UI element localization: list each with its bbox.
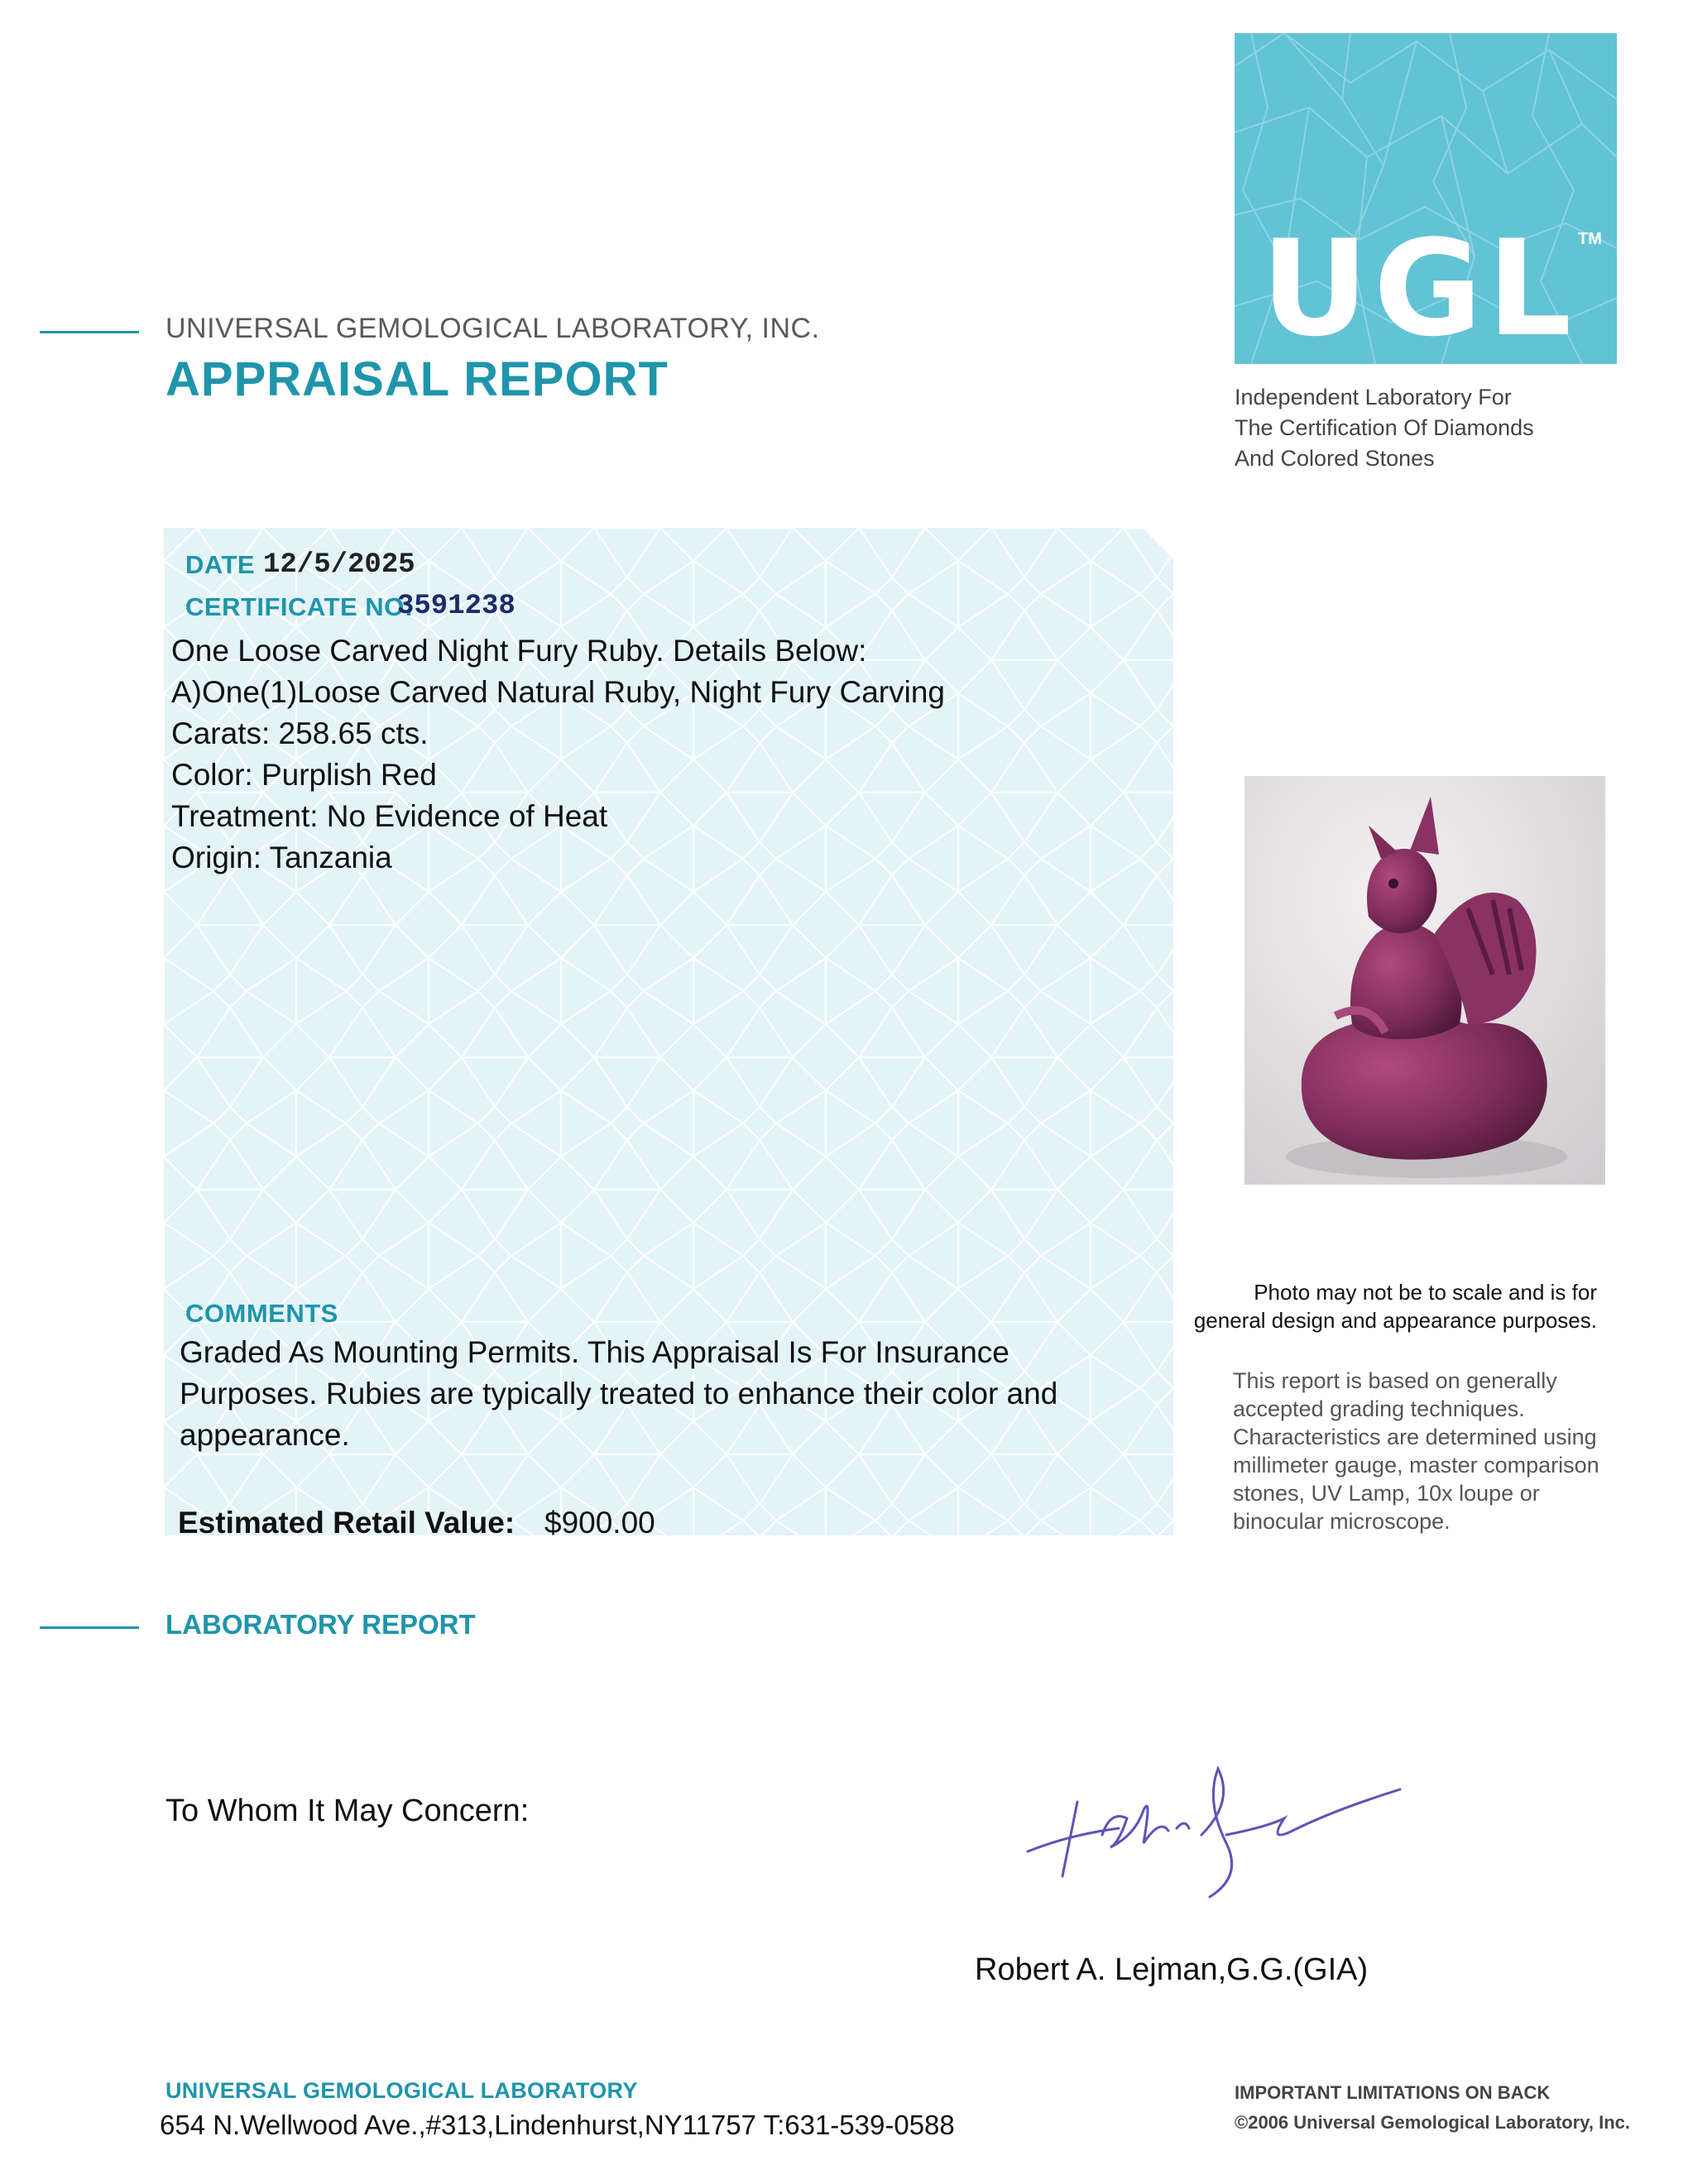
stone-details — [171, 630, 945, 879]
report-title: APPRAISAL REPORT — [165, 352, 669, 406]
comments-text — [180, 1332, 1156, 1456]
basis-line: accepted grading techniques. — [1233, 1396, 1525, 1421]
estimated-value-amount: $900.00 — [544, 1506, 655, 1540]
logo-tagline — [1235, 382, 1534, 474]
detail-line: Color: Purplish Red — [171, 758, 437, 792]
handwritten-signature — [1019, 1752, 1417, 1901]
basis-line: Characteristics are determined using — [1233, 1425, 1597, 1449]
signature-icon — [1019, 1752, 1417, 1905]
basis-line: This report is based on generally — [1233, 1368, 1557, 1393]
detail-line: A)One(1)Loose Carved Natural Ruby, Night Fury Carving — [171, 675, 945, 709]
tagline-line: Independent Laboratory For — [1235, 385, 1512, 410]
basis-line: millimeter gauge, master comparison — [1233, 1453, 1599, 1478]
lab-name: UNIVERSAL GEMOLOGICAL LABORATORY, INC. — [165, 313, 820, 344]
date-label: DATE — [185, 550, 256, 579]
comment-line: appearance. — [180, 1418, 350, 1452]
logo-text: UGL — [1261, 211, 1577, 364]
tagline-line: The Certification Of Diamonds — [1235, 415, 1534, 440]
detail-line: One Loose Carved Night Fury Ruby. Details Below: — [171, 634, 867, 668]
carved-ruby-photo — [1244, 776, 1605, 1185]
basis-line: stones, UV Lamp, 10x loupe or — [1233, 1481, 1540, 1506]
footer-limitations: IMPORTANT LIMITATIONS ON BACK — [1235, 2082, 1551, 2103]
footer-copyright: ©2006 Universal Gemological Laboratory, Inc. — [1235, 2112, 1630, 2133]
certificate-label: CERTIFICATE NO: — [185, 592, 414, 621]
comment-line: Purposes. Rubies are typically treated to enhance their color and — [180, 1377, 1058, 1410]
estimated-value-label: Estimated Retail Value: — [178, 1506, 516, 1540]
logo-trademark: TM — [1578, 230, 1602, 248]
certificate-number: 3591238 — [397, 591, 516, 622]
grading-basis-note — [1233, 1367, 1599, 1535]
detail-line: Treatment: No Evidence of Heat — [171, 799, 608, 833]
basis-line: binocular microscope. — [1233, 1509, 1451, 1534]
ruby-dragon-illustration — [1244, 776, 1605, 1185]
header-rule — [40, 331, 139, 333]
signer-name: Robert A. Lejman,G.G.(GIA) — [975, 1952, 1369, 1987]
comments-label: COMMENTS — [185, 1299, 338, 1328]
photo-note-line: Photo may not be to scale and is for — [1254, 1280, 1597, 1305]
comment-line: Graded As Mounting Permits. This Appraisal Is For Insurance — [180, 1335, 1009, 1369]
ugl-logo — [1235, 33, 1617, 364]
salutation: To Whom It May Concern: — [165, 1794, 530, 1828]
date-value: 12/5/2025 — [263, 549, 415, 581]
laboratory-report-label: LABORATORY REPORT — [165, 1609, 476, 1640]
detail-line: Origin: Tanzania — [171, 841, 392, 874]
photo-disclaimer — [1175, 1278, 1597, 1334]
lab-report-rule — [40, 1626, 139, 1629]
detail-line: Carats: 258.65 cts. — [171, 716, 429, 750]
footer-address: 654 N.Wellwood Ave.,#313,Lindenhurst,NY11757 T:631-539-0588 — [160, 2110, 955, 2140]
footer-lab-name: UNIVERSAL GEMOLOGICAL LABORATORY — [165, 2078, 638, 2103]
photo-note-line: general design and appearance purposes. — [1193, 1308, 1597, 1333]
tagline-line: And Colored Stones — [1235, 446, 1435, 471]
